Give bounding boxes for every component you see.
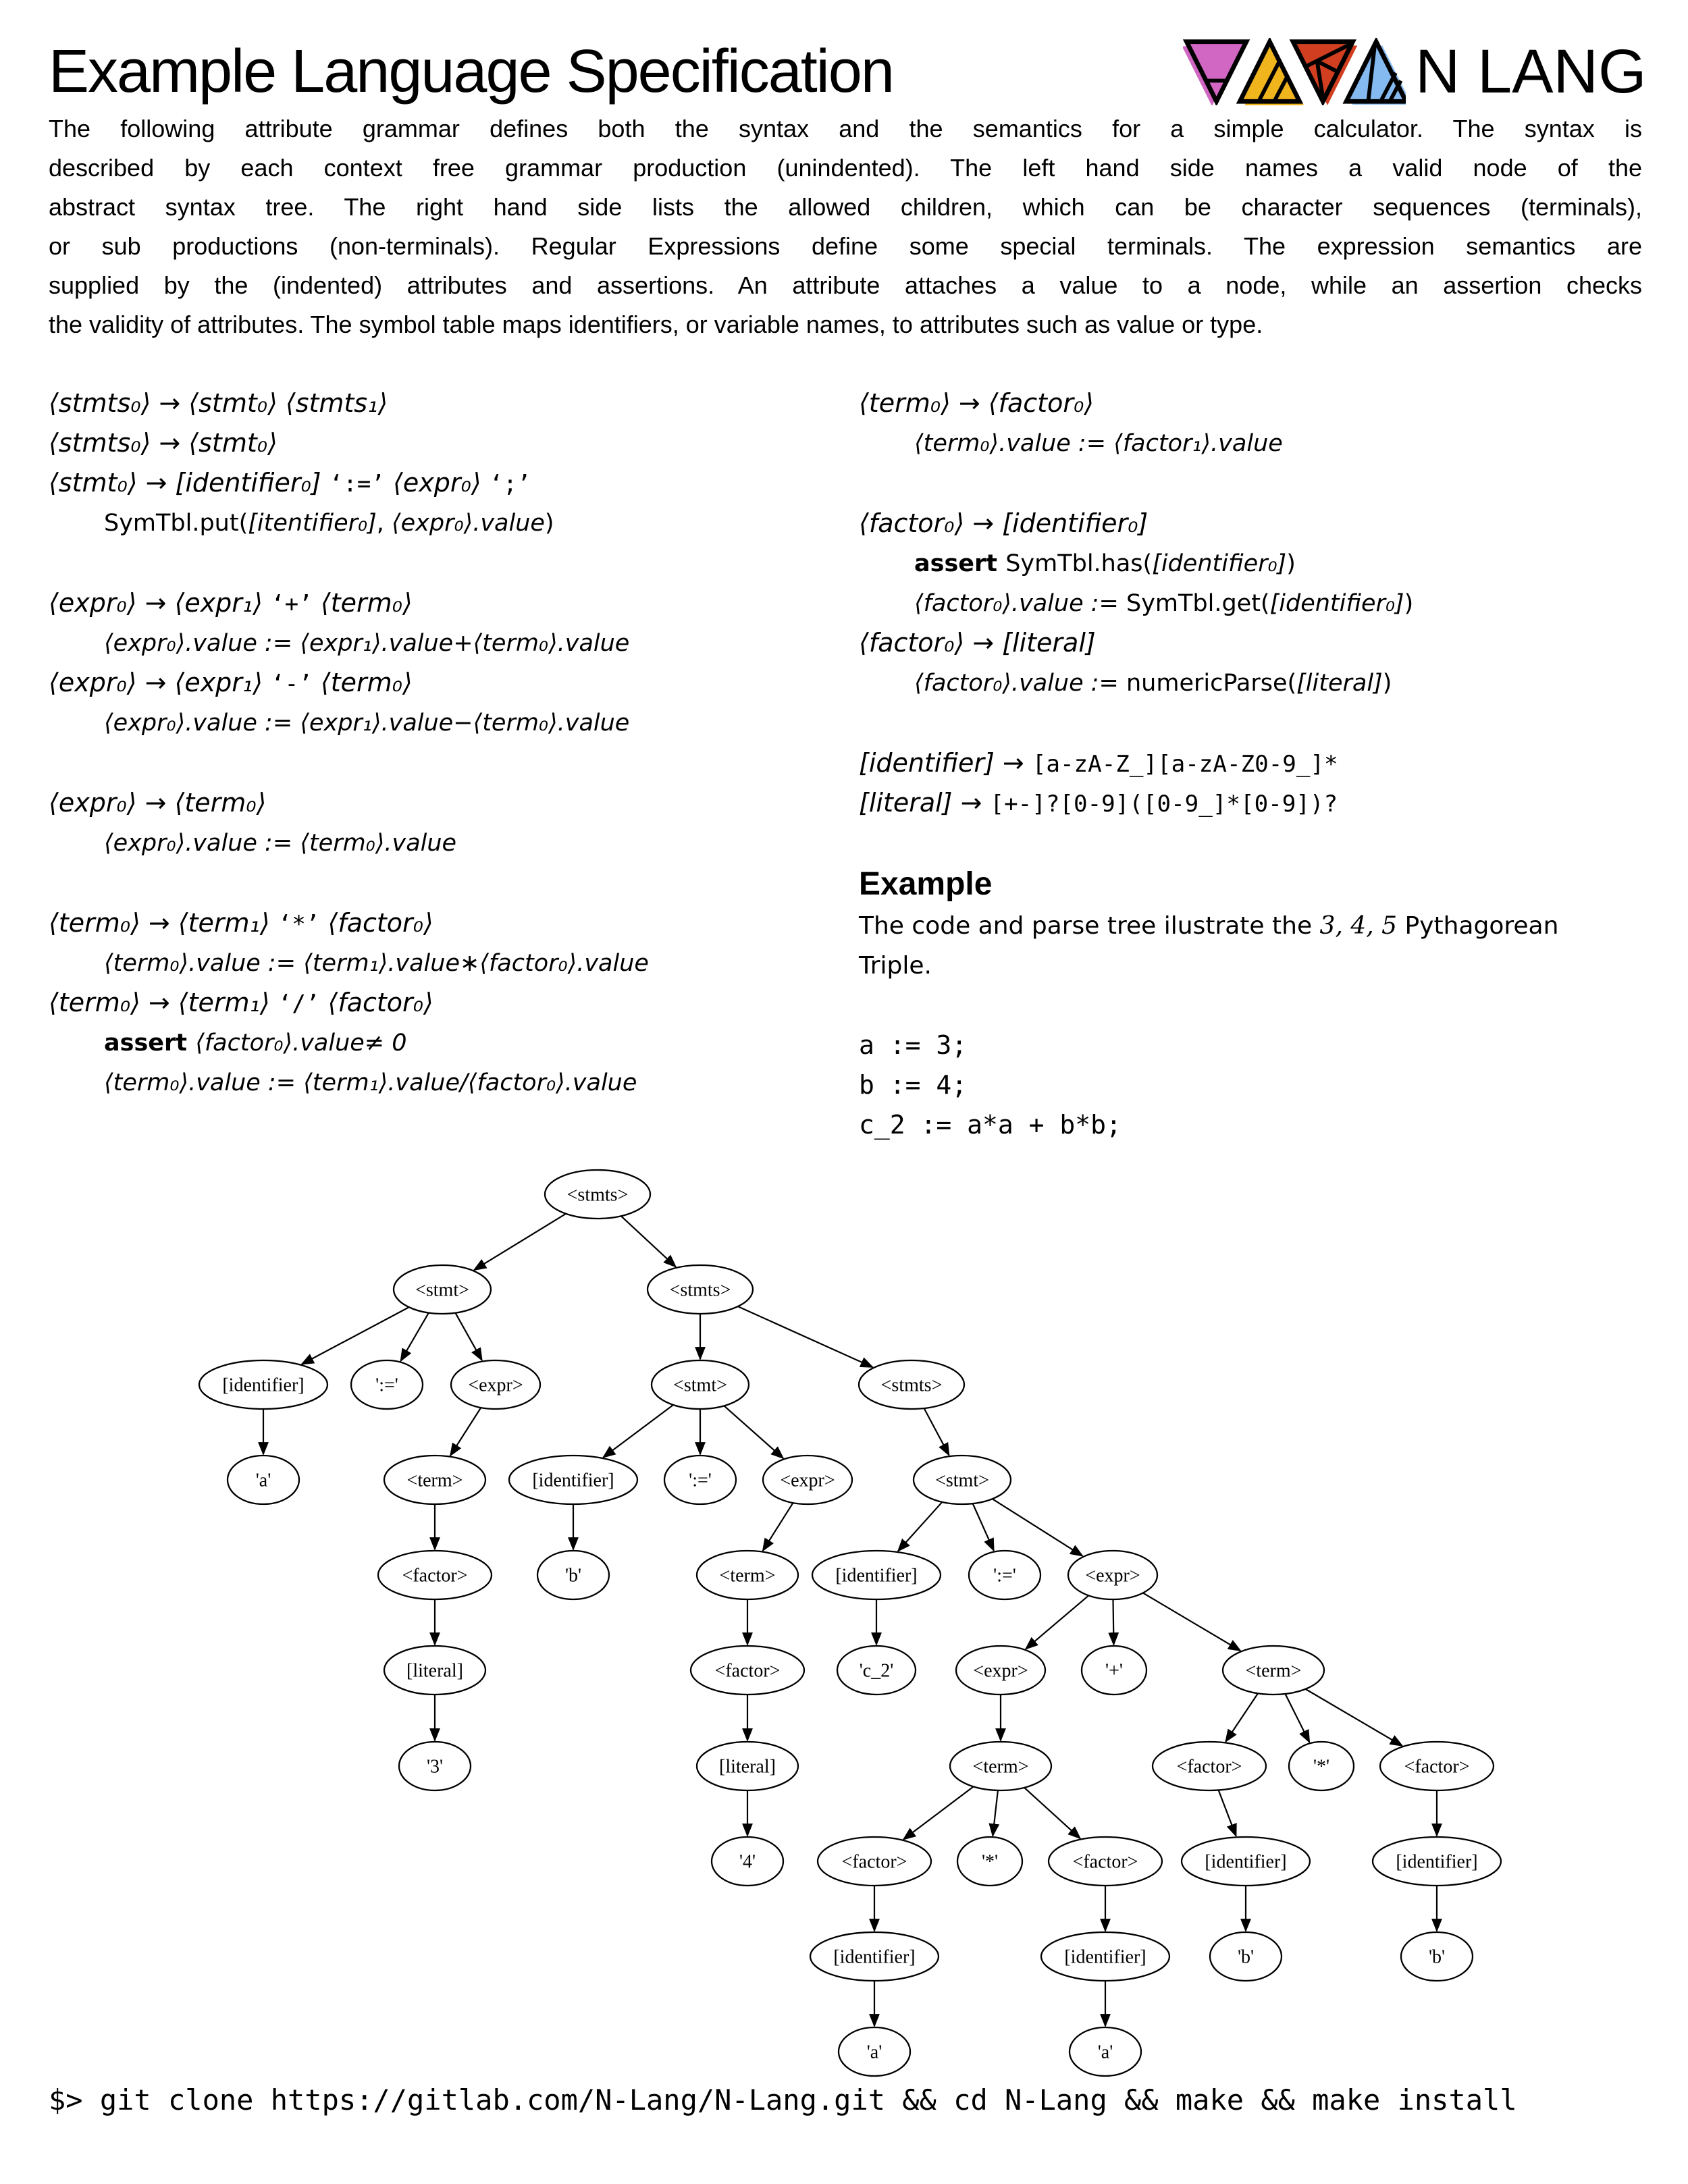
parse-tree-node [384,1456,485,1504]
tree-node-label: <expr> [780,1470,835,1491]
text-segment: ⟨term₀⟩.value := ⟨term₁⟩.value∗⟨factor₀⟩.value [104,950,649,977]
parse-tree-node [351,1360,423,1409]
tree-node-label: [identifier] [222,1375,305,1396]
text-segment: ⟨term₀⟩ → ⟨term₁⟩ [49,988,278,1017]
tree-node-label: 'a' [866,2042,882,2063]
text-segment: b := 4; [859,1070,968,1100]
text-segment: ⟨stmts₀⟩ → ⟨stmt₀⟩ ⟨stmts₁⟩ [49,388,388,418]
text-segment: ⟨expr₀⟩.value := ⟨term₀⟩.value [104,830,457,857]
parse-tree-node [712,1837,783,1886]
parse-tree-node [837,1646,916,1695]
tree-node-label: [identifier] [1064,1946,1146,1968]
tree-node-label: [identifier] [835,1565,918,1587]
tree-node-label: <factor> [1072,1851,1138,1873]
tree-node-label: '+' [1105,1660,1123,1682]
parse-tree-node [394,1265,491,1314]
tree-node-label: <expr> [468,1375,523,1396]
parse-tree-node [652,1360,749,1409]
text-segment: 3, 4, 5 [1319,912,1398,940]
tree-node-label: <stmt> [673,1375,727,1396]
tree-node-label: <factor> [714,1660,781,1682]
parse-tree-node [1082,1646,1146,1695]
text-segment: ‘;’ [489,471,531,498]
parse-tree-node [859,1360,964,1409]
parse-tree-node [697,1551,798,1599]
text-segment: ⟨factor₀⟩.value := [914,670,1126,697]
tree-node-label: <term> [719,1565,776,1587]
tree-node-label: <expr> [973,1660,1028,1682]
tree-node-label: <factor> [1176,1756,1242,1778]
parse-tree-node [914,1456,1011,1504]
parse-tree-node [451,1360,540,1409]
parse-tree-node [664,1456,736,1504]
tree-node-label: 'a' [255,1470,271,1491]
text-segment: ) [544,510,554,537]
text-segment: ⟨factor₀⟩ → [literal] [859,628,1096,658]
text-segment: ⟨factor₀⟩ [319,988,433,1017]
tree-node-label: ':=' [375,1375,398,1396]
tree-edge [450,1408,481,1456]
text-segment: ⟨factor₀⟩ → [identifier₀] [859,508,1149,538]
intro-line: supplied by the (indented) attributes and assertions. An attribute attaches a value to a node, while an assertion checks [49,271,1642,299]
parse-tree-node [1380,1742,1494,1790]
text-segment: ⟨expr₀⟩.value := ⟨expr₁⟩.value−⟨term₀⟩.value [104,710,630,737]
parse-tree-node [1373,1837,1501,1886]
tree-node-label: '*' [981,1851,999,1873]
intro-line: The following attribute grammar defines both the syntax and the semantics for a simple calculator. The syntax is [49,115,1642,142]
text-segment: numericParse( [1126,670,1297,697]
text-segment: The code and parse tree ilustrate the [859,912,1320,940]
text-segment: ⟨expr₀⟩ → ⟨expr₁⟩ [49,588,271,618]
tree-node-label: <term> [406,1470,463,1491]
tree-edge [621,1216,676,1267]
tree-edge [763,1503,793,1551]
tree-node-label: <factor> [402,1565,468,1587]
text-segment: [+-]?[0-9]([0-9_]*[0-9])? [990,791,1338,818]
text-segment: assert [104,1030,196,1057]
parse-tree-node [509,1456,637,1504]
text-segment: assert [914,550,1006,577]
intro-line: abstract syntax tree. The right hand side lists the allowed children, which can be character sequences (terminals), [49,193,1642,221]
parse-tree-node [697,1742,798,1790]
tree-edge [924,1408,949,1455]
parse-tree-node [691,1646,804,1695]
tree-node-label: <term> [972,1756,1029,1778]
parse-tree-node [1153,1742,1266,1790]
tree-node-label: ':=' [689,1470,712,1491]
text-segment: ⟨term₀⟩ [312,668,413,697]
parse-tree-node [228,1456,299,1504]
tree-node-label: [identifier] [1396,1851,1478,1873]
parse-tree-node [818,1837,931,1886]
text-segment: [literal] → [859,788,991,818]
parse-tree-node [537,1551,609,1599]
text-segment: [identifier₀] [1152,550,1287,577]
parse-tree-node [648,1265,753,1314]
tree-edge [1113,1599,1114,1645]
text-segment: ⟨expr₀⟩.value [392,510,545,537]
tree-edge [1026,1595,1088,1649]
text-segment: ⟨stmt₀⟩ → [identifier₀] [49,468,329,498]
tree-node-label: 'b' [1237,1946,1255,1968]
text-segment: , [376,510,392,537]
parse-tree-node [950,1742,1051,1790]
parse-tree-node [839,2027,910,2076]
tree-node-label: [literal] [719,1756,776,1778]
text-segment: SymTbl.get( [1126,590,1270,617]
parse-tree-node [763,1456,852,1504]
text-segment: [itentifier₀] [248,510,377,537]
text-segment: ⟨expr₀⟩ [384,468,490,498]
text-segment: ⟨term₀⟩ → ⟨term₁⟩ [49,908,278,938]
terminal-command: $> git clone https://gitlab.com/N-Lang/N-Lang.git && cd N-Lang && make && make install [49,2083,1517,2116]
tree-edge [1143,1593,1240,1651]
text-segment: ⟨factor₀⟩.value := [914,590,1126,617]
text-segment: SymTbl.put( [104,510,248,537]
tree-node-label: '*' [1313,1756,1330,1778]
tree-edge [1305,1689,1402,1746]
tree-node-label: 'a' [1097,2042,1113,2063]
tree-node-label: '3' [426,1756,444,1778]
tree-node-label: [literal] [406,1660,463,1682]
text-segment: ⟨expr₀⟩.value := ⟨expr₁⟩.value+⟨term₀⟩.value [104,630,630,657]
text-segment: c_2 := a*a + b*b; [859,1110,1122,1140]
tree-node-label: '4' [739,1851,756,1873]
text-segment: ⟨expr₀⟩ → ⟨expr₁⟩ [49,668,271,697]
tree-node-label: [identifier] [833,1946,916,1968]
text-segment: [identifier₀] [1269,590,1404,617]
text-segment: ) [1286,550,1296,577]
parse-tree-node [957,1837,1022,1886]
parse-tree-node [545,1170,650,1219]
parse-tree-node [1289,1742,1354,1790]
text-segment: ⟨expr₀⟩ → ⟨term₀⟩ [49,788,267,818]
tree-edge [474,1214,566,1270]
tree-edge [455,1313,481,1360]
text-segment: ) [1382,670,1392,697]
text-segment: ‘:=’ [329,471,385,498]
intro-line: the validity of attributes. The symbol table maps identifiers, or variable names, to attributes such as value or type. [49,311,1263,338]
text-segment: ⟨term₀⟩ → ⟨factor₀⟩ [859,388,1094,418]
tree-node-label: <factor> [1404,1756,1470,1778]
parse-tree-node [956,1646,1045,1695]
tree-node-label: <stmts> [566,1184,629,1206]
parse-tree-node [1182,1837,1310,1886]
text-segment: SymTbl.has( [1005,550,1153,577]
tree-edge [1024,1788,1080,1838]
intro-line: described by each context free grammar production (unindented). The left hand side names a valid node of the [49,154,1642,182]
tree-edge [993,1790,998,1836]
tree-node-label: 'b' [564,1565,582,1587]
parse-tree-node [1401,1932,1473,1981]
text-segment: ‘*’ [278,911,320,938]
tree-node-label: 'c_2' [859,1660,894,1682]
tree-edge [724,1406,783,1458]
parse-tree-node [1068,1551,1157,1599]
text-segment: Triple. [859,952,932,980]
text-segment: ⟨factor₀⟩.value≠ 0 [195,1030,407,1057]
text-segment: ‘+’ [271,591,313,618]
text-segment: Pythagorean [1397,912,1559,940]
tree-edge [603,1405,673,1458]
tree-node-label: <stmt> [935,1470,989,1491]
text-segment: ) [1404,590,1414,617]
intro-line: or sub productions (non-terminals). Regular Expressions define some special terminals. The expression semantics are [49,232,1642,260]
tree-node-label: [identifier] [1205,1851,1287,1873]
text-segment: ⟨term₀⟩ [312,588,413,618]
parse-tree-node [199,1360,327,1409]
text-segment: ⟨term₀⟩.value := ⟨term₁⟩.value/⟨factor₀⟩.value [104,1069,637,1096]
tree-edge [400,1313,428,1361]
tree-edge [993,1499,1083,1555]
parse-tree-node [1070,2027,1141,2076]
parse-tree-node [810,1932,939,1981]
parse-tree-node [1223,1646,1324,1695]
tree-edge [302,1307,409,1364]
page-title: Example Language Specification [49,38,893,105]
tree-node-label: <factor> [841,1851,907,1873]
text-segment: a := 3; [859,1030,968,1060]
text-segment: ⟨stmts₀⟩ → ⟨stmt₀⟩ [49,428,278,458]
tree-edge [1286,1694,1310,1742]
parse-tree-node [812,1551,941,1599]
tree-node-label: <stmts> [669,1279,731,1301]
text-segment: ⟨term₀⟩.value := ⟨factor₁⟩.value [914,430,1283,457]
tree-edge [898,1502,942,1551]
text-segment: ‘/’ [278,990,320,1017]
parse-tree-node [969,1551,1040,1599]
tree-node-label: <expr> [1085,1565,1140,1587]
tree-node-label: [identifier] [532,1470,614,1491]
tree-edge [903,1786,974,1839]
tree-node-label: <stmt> [415,1279,469,1301]
text-segment: ‘-’ [271,670,313,697]
tree-edge [1219,1790,1236,1836]
text-segment: ⟨factor₀⟩ [319,908,433,938]
tree-node-label: <term> [1245,1660,1302,1682]
parse-tree-node [1049,1837,1162,1886]
text-segment: [identifier] → [859,748,1032,778]
parse-tree-node [378,1551,492,1599]
tree-node-label: 'b' [1428,1946,1446,1968]
parse-tree-node [384,1646,485,1695]
text-segment: Example [859,866,993,902]
text-segment: [a-zA-Z_][a-zA-Z0-9_]* [1032,751,1338,778]
tree-edge [738,1306,873,1367]
text-segment: [literal] [1296,670,1383,697]
tree-edge [973,1503,994,1551]
tree-edge [1225,1693,1258,1741]
parse-tree-node [1041,1932,1169,1981]
logo-text: N LANG [1415,37,1647,106]
parse-tree-node [399,1742,471,1790]
parse-tree-node [1210,1932,1282,1981]
tree-node-label: ':=' [993,1565,1016,1587]
tree-node-label: <stmts> [880,1375,943,1396]
